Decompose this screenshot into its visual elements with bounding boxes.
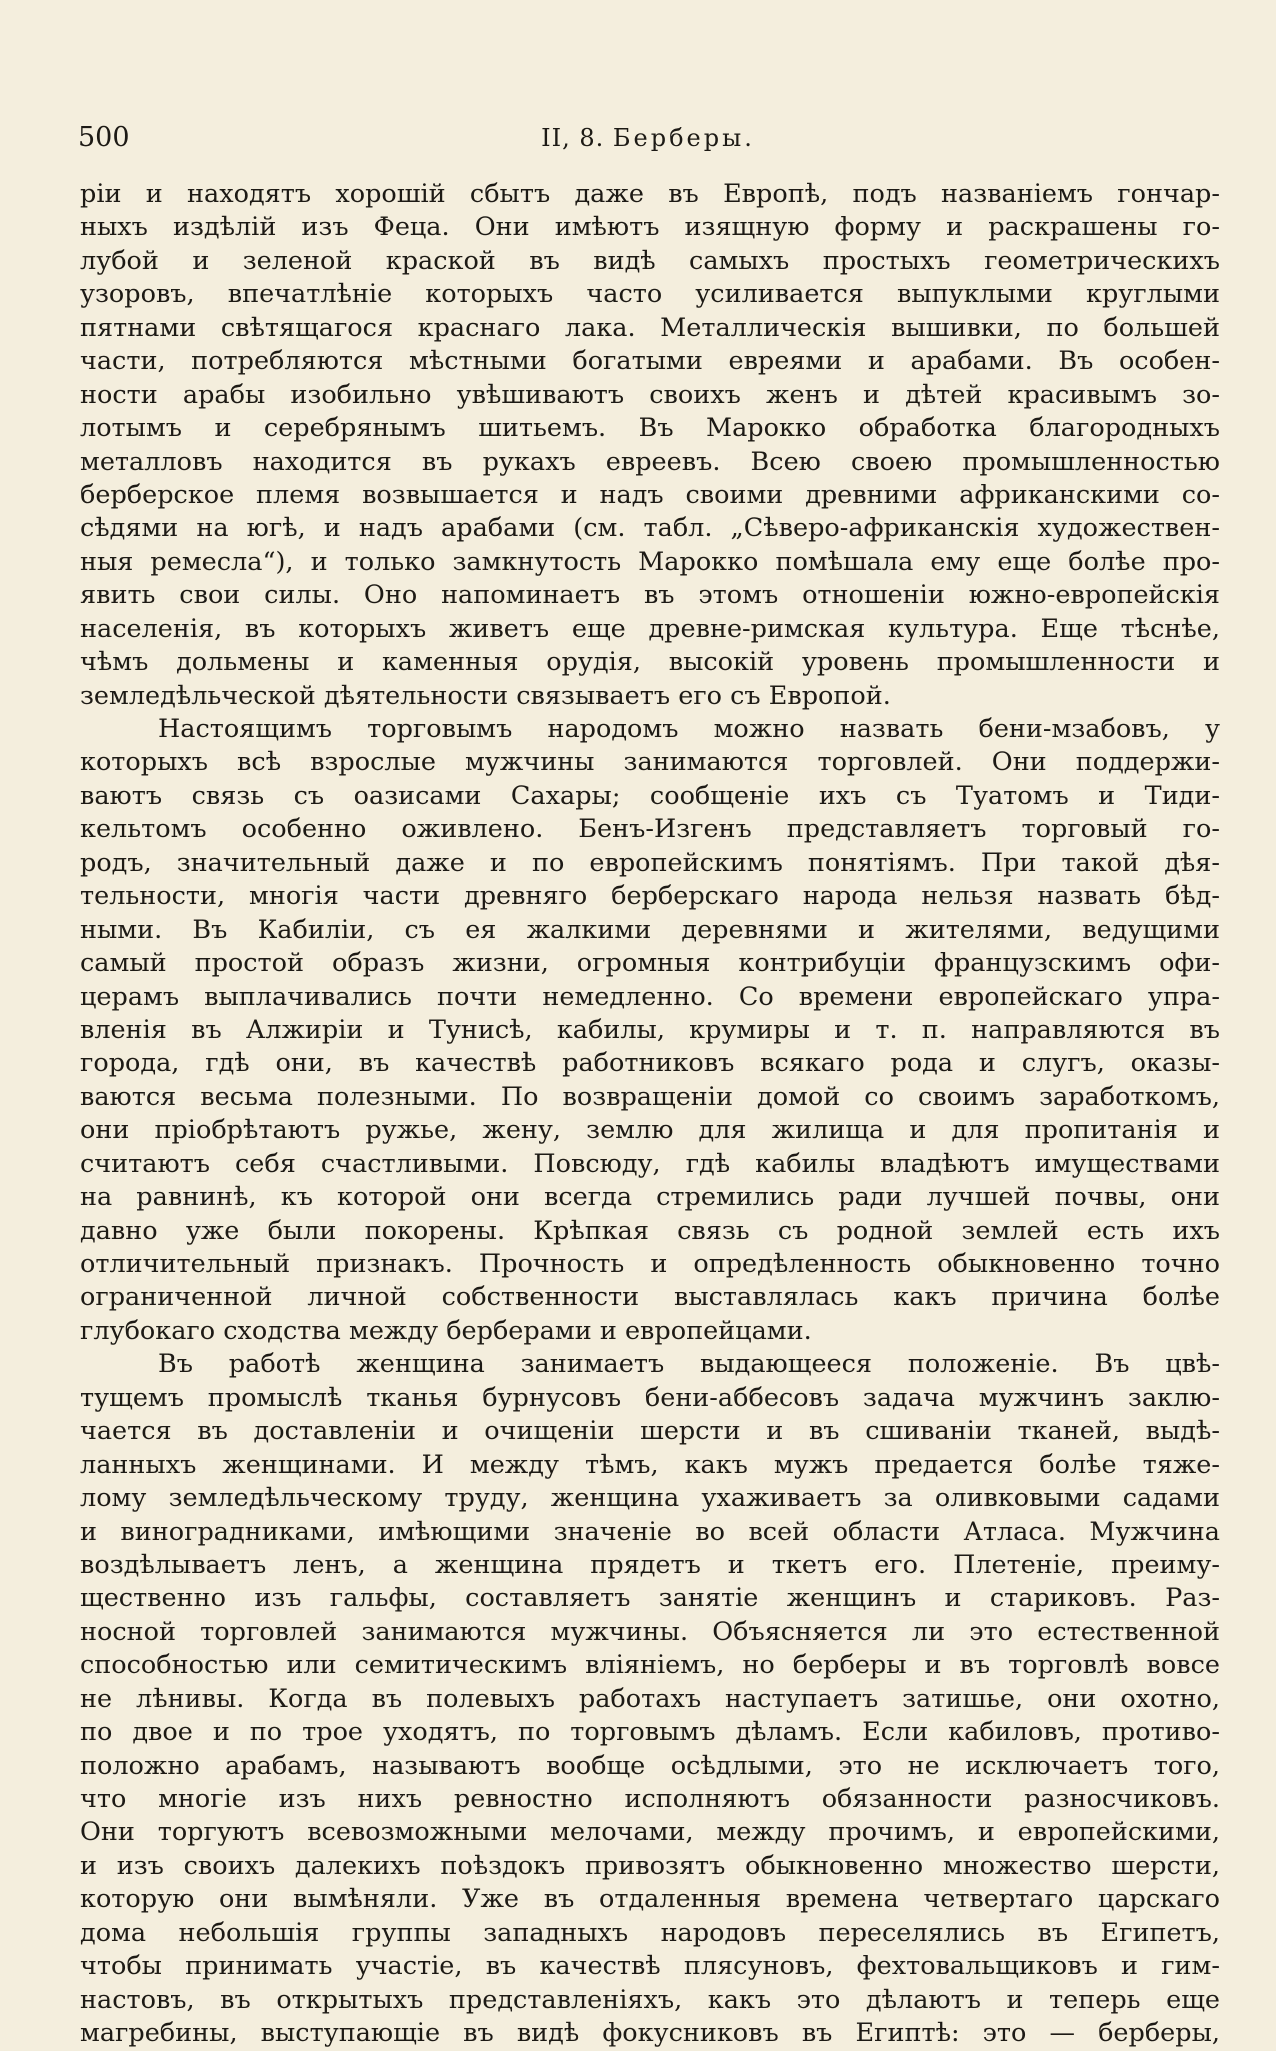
text-line: воздѣлываетъ ленъ, а женщина прядетъ и ткетъ его. Плетеніе, преиму- (80, 1549, 1220, 1580)
text-line: ныя ремесла“), и только замкнутость Марокко помѣшала ему еще болѣе про- (80, 546, 1220, 577)
text-line: тельности, многія части древняго берберскаго народа нельзя назвать бѣд- (80, 881, 1220, 912)
text-line: ными. Въ Кабиліи, съ ея жалкими деревнями и жителями, ведущими (80, 914, 1220, 945)
text-line: Настоящимъ торговымъ народомъ можно назвать бени-мзабовъ, у (158, 714, 1220, 744)
text-line: земледѣльческой дѣятельности связываетъ его съ Европой. (80, 680, 891, 711)
text-line: положно арабамъ, называютъ вообще осѣдлыми, это не исключаетъ того, (80, 1750, 1220, 1781)
text-line: настовъ, въ открытыхъ представленіяхъ, какъ это дѣлаютъ и теперь еще (80, 1984, 1220, 2015)
text-line: которыхъ всѣ взрослые мужчины занимаются торговлей. Они поддержи- (80, 747, 1220, 778)
text-line: кельтомъ особенно оживлено. Бенъ-Изгенъ представляетъ торговый го- (80, 814, 1220, 845)
text-line: глубокаго сходства между берберами и европейцами. (80, 1315, 812, 1346)
text-line: магребины, выступающіе въ видѣ фокусниковъ въ Египтѣ: это — берберы, (80, 2018, 1220, 2049)
text-line: отличительный признакъ. Прочность и опредѣленность обыкновенно точно (80, 1249, 1220, 1279)
text-line: способностью или семитическимъ вліяніемъ, но берберы и въ торговлѣ вовсе (80, 1650, 1220, 1681)
running-head (78, 118, 1218, 158)
text-line: и виноградниками, имѣющими значеніе во всей области Атласа. Мужчина (80, 1516, 1220, 1547)
text-line: города, гдѣ они, въ качествѣ работниковъ всякаго рода и слугъ, оказы- (80, 1048, 1220, 1079)
text-line: и изъ своихъ далекихъ поѣздокъ привозятъ обыкновенно множество шерсти, (80, 1850, 1220, 1881)
text-line: пятнами свѣтящагося краснаго лака. Металлическія вышивки, по большей (80, 312, 1220, 343)
text-line: они пріобрѣтаютъ ружье, жену, землю для жилища и для пропитанія и (80, 1115, 1220, 1146)
text-body (80, 178, 1220, 2051)
text-line: чтобы принимать участіе, въ качествѣ плясуновъ, фехтовальщиковъ и гим- (80, 1951, 1220, 1982)
text-line: носной торговлей занимаются мужчины. Объясняется ли это естественной (80, 1616, 1220, 1647)
text-line: чѣмъ дольмены и каменныя орудія, высокій уровень промышленности и (80, 647, 1220, 678)
text-line: берберское племя возвышается и надъ своими древними африканскими со- (80, 479, 1220, 510)
text-line: Въ работѣ женщина занимаетъ выдающееся положеніе. Въ цвѣ- (158, 1349, 1220, 1380)
text-line: ности арабы изобильно увѣшиваютъ своихъ женъ и дѣтей красивымъ зо- (80, 379, 1220, 410)
text-line: ріи и находятъ хорошій сбытъ даже въ Европѣ, подъ названіемъ гончар- (80, 179, 1220, 209)
text-line: Они торгуютъ всевозможными мелочами, между прочимъ, и европейскими, (80, 1817, 1220, 1848)
text-line: чается въ доставленіи и очищеніи шерсти и въ сшиваніи тканей, выдѣ- (80, 1416, 1220, 1447)
text-line: лому земледѣльческому труду, женщина ухаживаетъ за оливковыми садами (80, 1483, 1220, 1514)
text-line: сѣдями на югѣ, и надъ арабами (см. табл. „Сѣверо-африканскія художествен- (80, 513, 1220, 544)
text-line: щественно изъ гальфы, составляетъ занятіе женщинъ и стариковъ. Раз- (80, 1583, 1220, 1614)
text-line: вленія въ Алжиріи и Тунисѣ, кабилы, крумиры и т. п. направляются въ (80, 1014, 1220, 1045)
text-line: части, потребляются мѣстными богатыми евреями и арабами. Въ особен- (80, 346, 1220, 377)
text-line: давно уже были покорены. Крѣпкая связь съ родной землей есть ихъ (80, 1215, 1220, 1246)
text-line: ограниченной личной собственности выставлялась какъ причина болѣе (80, 1282, 1220, 1313)
text-line: явить свои силы. Оно напоминаетъ въ этомъ отношеніи южно-европейскія (80, 580, 1220, 611)
text-line: лубой и зеленой краской въ видѣ самыхъ простыхъ геометрическихъ (80, 245, 1220, 276)
text-line: что многіе изъ нихъ ревностно исполняютъ обязанности разносчиковъ. (80, 1784, 1220, 1814)
text-line: церамъ выплачивались почти немедленно. Со времени европейскаго упра- (80, 981, 1220, 1012)
chapter-title: Берберы. (612, 124, 755, 152)
text-line: тущемъ промыслѣ тканья бурнусовъ бени-аббесовъ задача мужчинъ заклю- (80, 1382, 1220, 1413)
text-line: дома небольшія группы западныхъ народовъ переселялись въ Египетъ, (80, 1917, 1220, 1948)
text-line: на равнинѣ, къ которой они всегда стремились ради лучшей почвы, они (80, 1182, 1220, 1213)
text-line: родъ, значительный даже и по европейскимъ понятіямъ. При такой дѣя- (80, 847, 1220, 878)
text-line: самый простой образъ жизни, огромныя контрибуціи французскимъ офи- (80, 948, 1220, 979)
text-line: ланныхъ женщинами. И между тѣмъ, какъ мужъ предается болѣе тяже- (80, 1449, 1220, 1480)
text-line: лотымъ и серебрянымъ шитьемъ. Въ Марокко обработка благородныхъ (80, 413, 1220, 444)
text-line: ныхъ издѣлій изъ Феца. Они имѣютъ изящную форму и раскрашены го- (80, 212, 1220, 243)
page-number: 500 (78, 122, 130, 153)
text-line: ваютъ связь съ оазисами Сахары; сообщеніе ихъ съ Туатомъ и Тиди- (80, 780, 1220, 811)
page-header (78, 118, 1218, 158)
text-line: не лѣнивы. Когда въ полевыхъ работахъ наступаетъ затишье, они охотно, (80, 1683, 1220, 1714)
section-number: II, 8. (541, 124, 605, 152)
text-line: узоровъ, впечатлѣніе которыхъ часто усиливается выпуклыми круглыми (80, 279, 1220, 310)
text-line: ваются весьма полезными. По возвращеніи домой со своимъ заработкомъ, (80, 1081, 1220, 1112)
text-line: металловъ находится въ рукахъ евреевъ. Всею своею промышленностью (80, 446, 1220, 477)
text-line: считаютъ себя счастливыми. Повсюду, гдѣ кабилы владѣютъ имуществами (80, 1148, 1220, 1179)
text-line: населенія, въ которыхъ живетъ еще древне-римская культура. Еще тѣснѣе, (80, 613, 1220, 644)
text-line: по двое и по трое уходятъ, по торговымъ дѣламъ. Если кабиловъ, противо- (80, 1717, 1220, 1748)
text-line: которую они вымѣняли. Уже въ отдаленныя времена четвертаго царскаго (80, 1884, 1220, 1915)
